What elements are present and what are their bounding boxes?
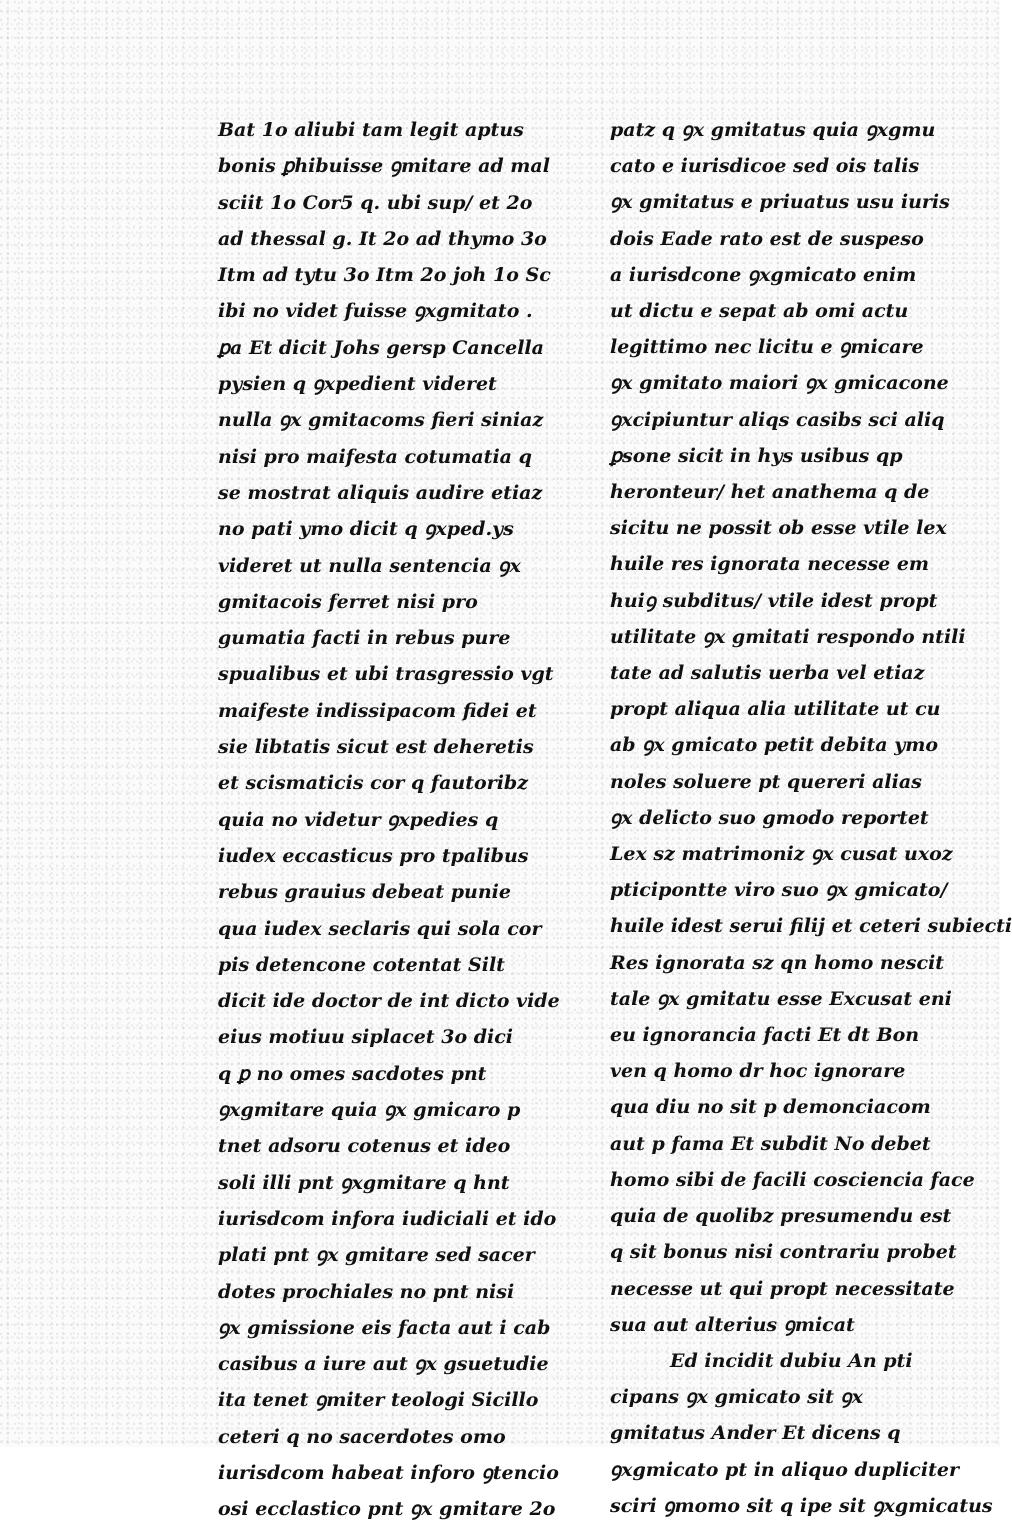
manuscript-line: eius motiuu siplacet 3o dici: [218, 1026, 514, 1049]
manuscript-line: ibi no videt fuisse ꝯxgmitato .: [218, 300, 533, 323]
manuscript-line: aut p fama Et subdit No debet: [610, 1132, 931, 1155]
manuscript-line: ꝯx gmitatus e priuatus usu iuris: [610, 191, 950, 214]
manuscript-line: tnet adsoru cotenus et ideo: [218, 1135, 511, 1158]
manuscript-line: ꝯx gmitato maiori ꝯx gmicacone: [610, 372, 949, 395]
manuscript-line: sua aut alterius ꝯmicat: [610, 1313, 855, 1336]
manuscript-line: ꝯx gmissione eis facta aut i cab: [218, 1316, 551, 1339]
manuscript-line: cato e iurisdicoe sed ois talis: [610, 155, 920, 178]
manuscript-line: Itm ad tytu 3o Itm 2o joh 1o Sc: [218, 264, 551, 287]
manuscript-line: eu ignorancia facti Et dt Bon: [610, 1024, 920, 1047]
manuscript-line: videret ut nulla sentencia ꝯx: [218, 554, 521, 577]
manuscript-line: rebus grauius debeat punie: [218, 881, 511, 904]
manuscript-line: Bat 1o aliubi tam legit aptus: [218, 119, 524, 141]
manuscript-line: huile idest serui filij et ceteri subiecti: [610, 915, 1012, 938]
manuscript-line: spualibus et ubi trasgressio vgt: [218, 663, 554, 686]
manuscript-line: huiꝯ subditus/ vtile idest propt: [610, 589, 938, 612]
right-text-column: [610, 112, 1012, 1524]
manuscript-line: gmitacois ferret nisi pro: [218, 590, 478, 613]
manuscript-line: ceteri q no sacerdotes omo: [218, 1425, 506, 1448]
manuscript-line: pticipontte viro suo ꝯx gmicato/: [610, 879, 948, 902]
manuscript-line: pis detencone cotentat Silt: [218, 953, 505, 976]
manuscript-line: a iurisdcone ꝯxgmicato enim: [610, 263, 917, 286]
manuscript-line: bonis ꝑhibuisse ꝯmitare ad mal: [218, 155, 550, 178]
manuscript-line: soli illi pnt ꝯxgmitare q hnt: [218, 1171, 510, 1194]
manuscript-line: dotes prochiales no pnt nisi: [218, 1280, 515, 1303]
manuscript-line: sciri ꝯmomo sit q ipe sit ꝯxgmicatus: [610, 1494, 993, 1517]
manuscript-line: necesse ut qui propt necessitate: [610, 1277, 955, 1300]
manuscript-line: dicit ide doctor de int dicto vide: [218, 990, 560, 1013]
manuscript-line: patz q ꝯx gmitatus quia ꝯxgmu: [610, 119, 936, 141]
manuscript-line: huile res ignorata necesse em: [610, 553, 930, 576]
manuscript-line: utilitate ꝯx gmitati respondo ntili: [610, 625, 966, 648]
manuscript-line: ita tenet ꝯmiter teologi Sicillo: [218, 1389, 539, 1412]
manuscript-line: ven q homo dr hoc ignorare: [610, 1060, 906, 1083]
manuscript-line: pysien q ꝯxpedient videret: [218, 373, 497, 396]
left-text-column: [218, 112, 558, 1528]
manuscript-line: ꝑa Et dicit Johs gersp Cancella: [218, 336, 544, 359]
manuscript-line: sicitu ne possit ob esse vtile lex: [610, 517, 947, 540]
manuscript-line: sciit 1o Cor5 q. ubi sup/ et 2o: [218, 191, 533, 214]
manuscript-line: osi ecclastico pnt ꝯx gmitare 2o: [218, 1498, 556, 1521]
manuscript-line: ꝯxcipiuntur aliqs casibs sci aliq: [610, 408, 945, 431]
manuscript-line: quia de quolibz presumendu est: [610, 1205, 952, 1228]
manuscript-line: no pati ymo dicit q ꝯxped.ys: [218, 518, 514, 541]
manuscript-line: iurisdcom habeat inforo ꝯtencio: [218, 1461, 559, 1484]
manuscript-line: legittimo nec licitu e ꝯmicare: [610, 336, 924, 359]
manuscript-line: ꝯxgmicato pt in aliquo dupliciter: [610, 1458, 959, 1481]
manuscript-line: ab ꝯx gmicato petit debita ymo: [610, 734, 939, 757]
manuscript-line: propt aliqua alia utilitate ut cu: [610, 698, 941, 721]
manuscript-line: cipans ꝯx gmicato sit ꝯx: [610, 1386, 863, 1409]
manuscript-line: q ꝑ no omes sacdotes pnt: [218, 1062, 487, 1085]
manuscript-line: iurisdcom infora iudiciali et ido: [218, 1207, 557, 1230]
manuscript-line: ꝑsone sicit in hys usibus qp: [610, 444, 903, 467]
manuscript-line: se mostrat aliquis audire etiaz: [218, 481, 543, 504]
manuscript-line: iudex eccasticus pro tpalibus: [218, 844, 529, 867]
manuscript-line: Res ignorata sz qn homo nescit: [610, 951, 945, 974]
manuscript-line: dois Eade rato est de suspeso: [610, 227, 924, 250]
manuscript-line: noles soluere pt quereri alias: [610, 770, 922, 793]
manuscript-line: qua diu no sit p demonciacom: [610, 1096, 931, 1119]
manuscript-line: ꝯx delicto suo gmodo reportet: [610, 806, 929, 829]
manuscript-line: Ed incidit dubiu An pti: [670, 1349, 913, 1372]
manuscript-line: nulla ꝯx gmitacoms fieri siniaz: [218, 409, 544, 432]
manuscript-line: heronteur/ het anathema q de: [610, 481, 930, 504]
manuscript-line: tale ꝯx gmitatu esse Excusat eni: [610, 987, 952, 1010]
manuscript-line: casibus a iure aut ꝯx gsuetudie: [218, 1353, 549, 1376]
manuscript-line: gmitatus Ander Et dicens q: [610, 1422, 901, 1445]
manuscript-line: nisi pro maifesta cotumatia q: [218, 445, 532, 468]
manuscript-line: et scismaticis cor q fautoribz: [218, 772, 528, 795]
manuscript-line: sie libtatis sicut est deheretis: [218, 736, 534, 759]
manuscript-line: plati pnt ꝯx gmitare sed sacer: [218, 1244, 535, 1267]
manuscript-line: maifeste indissipacom fidei et: [218, 699, 537, 722]
manuscript-line: ꝯxgmitare quia ꝯx gmicaro p: [218, 1099, 521, 1122]
manuscript-line: gumatia facti in rebus pure: [218, 627, 511, 650]
manuscript-line: ad thessal g. It 2o ad thymo 3o: [218, 227, 547, 250]
manuscript-line: quia no videtur ꝯxpedies q: [218, 808, 499, 831]
manuscript-line: tate ad salutis uerba vel etiaz: [610, 662, 925, 685]
manuscript-line: Lex sz matrimoniz ꝯx cusat uxoz: [610, 843, 953, 866]
manuscript-line: ut dictu e sepat ab omi actu: [610, 300, 909, 323]
manuscript-line: homo sibi de facili cosciencia face: [610, 1168, 975, 1191]
manuscript-line: q sit bonus nisi contrariu probet: [610, 1241, 957, 1264]
manuscript-line: qua iudex seclaris qui sola cor: [218, 917, 542, 940]
